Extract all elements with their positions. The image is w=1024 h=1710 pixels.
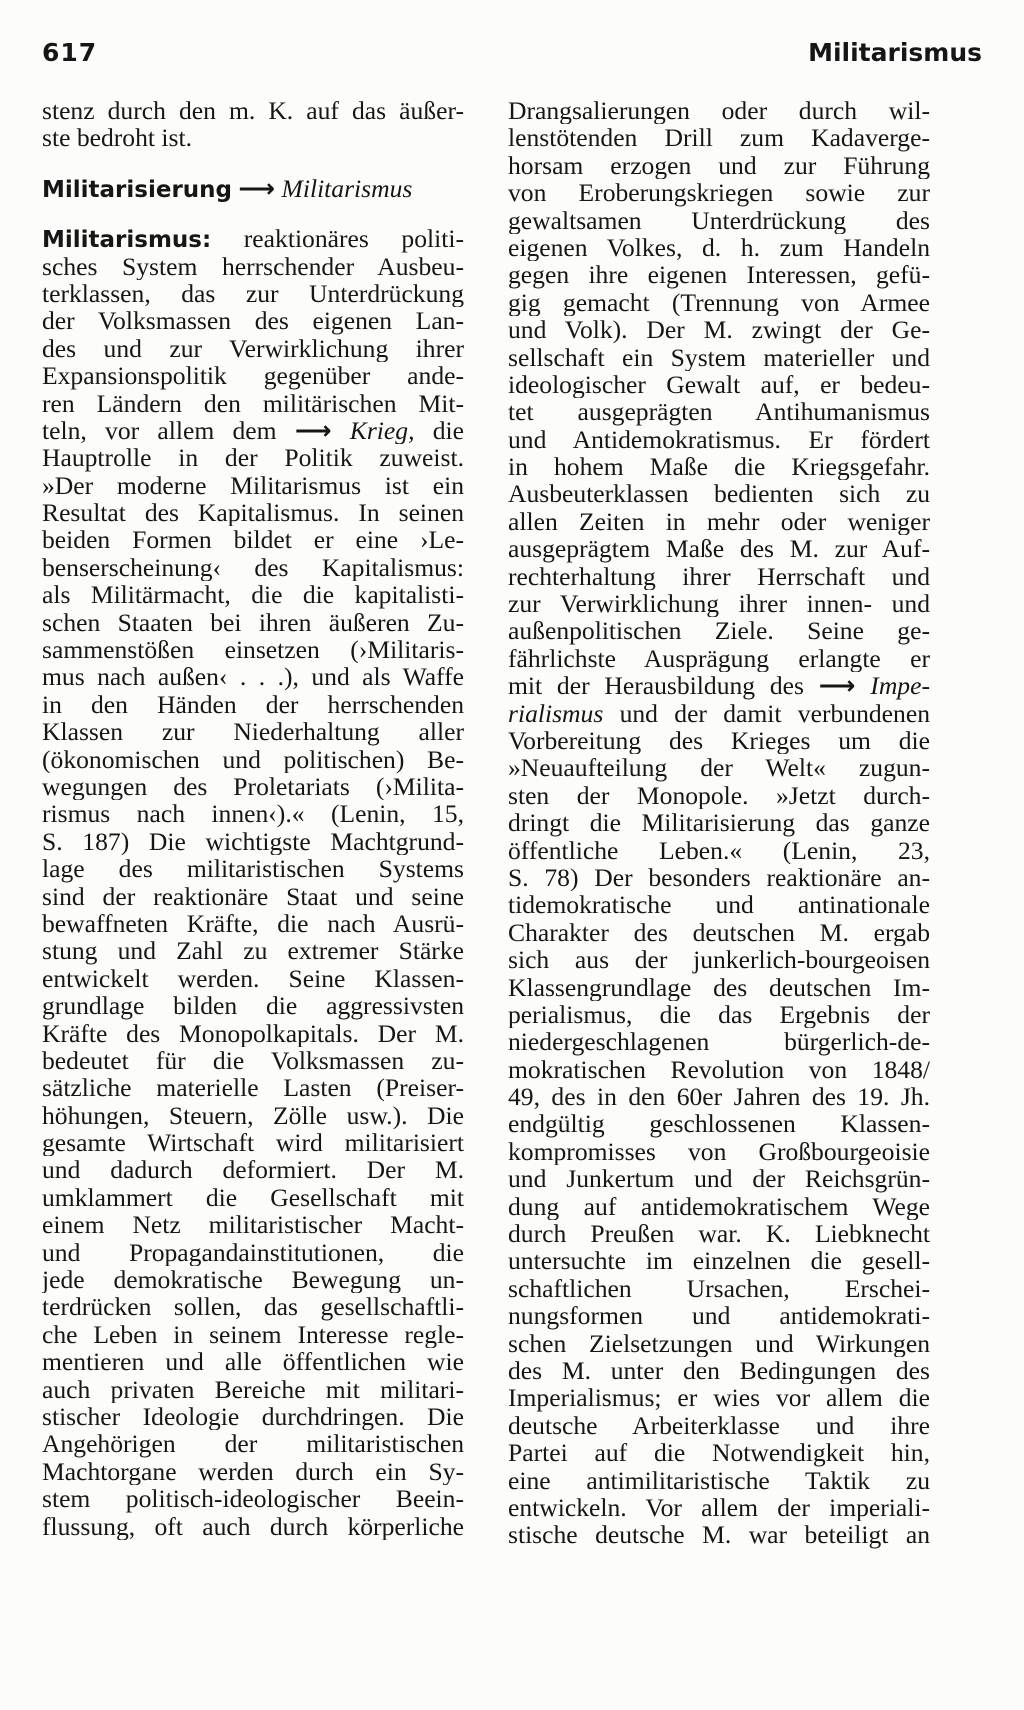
text-line: stischer Ideologie durchdringen. Die	[42, 1402, 464, 1431]
text-line: che Leben in seinem Interesse regle-	[42, 1320, 464, 1349]
cross-reference-link[interactable]: Militarismus	[281, 174, 413, 203]
text-line: fährlichste Ausprägung erlangte er	[508, 644, 930, 673]
text-line: ren Ländern den militärischen Mit-	[42, 389, 464, 417]
text-line: rechterhaltung ihrer Herrschaft und	[508, 562, 930, 591]
entry-lemma: Militarismus:	[42, 227, 212, 253]
text-line: durch Preußen war. K. Liebknecht	[508, 1220, 930, 1248]
text-line: dung auf antidemokratischem Wege	[508, 1192, 930, 1221]
text-line: von Eroberungskriegen sowie zur	[508, 179, 930, 207]
text-line: (ökonomischen und politischen) Be-	[42, 745, 464, 773]
text-line: tet ausgeprägten Antihumanismus	[508, 398, 930, 426]
text-line: Resultat des Kapitalismus. In seinen	[42, 499, 464, 527]
text-line: sellschaft ein System materieller und	[508, 343, 930, 371]
text-line: perialismus, die das Ergebnis der	[508, 1000, 930, 1029]
text-line: des und zur Verwirklichung ihrer	[42, 334, 464, 363]
text-line: kompromisses von Großbourgeoisie	[508, 1137, 930, 1166]
text-line: mentieren und alle öffentlichen wie	[42, 1348, 464, 1376]
text-line: und Antidemokratismus. Er fördert	[508, 425, 930, 454]
text-line: niedergeschlagenen bürgerlich-de-	[508, 1028, 930, 1056]
text-line: sches System herrschender Ausbeu-	[42, 252, 464, 280]
left-column	[42, 97, 464, 1540]
text-line: und Volk). Der M. zwingt der Ge-	[508, 316, 930, 344]
text-line: Klassengrundlage des deutschen Im-	[508, 973, 930, 1001]
text-line: untersuchte im einzelnen die gesell-	[508, 1247, 930, 1275]
cross-reference-link[interactable]: Krieg,	[349, 416, 415, 445]
cross-reference-arrow-icon: ⟶	[294, 416, 332, 445]
text-line: deutsche Arbeiterklasse und ihre	[508, 1411, 930, 1440]
text-line: mokratischen Revolution von 1848/	[508, 1055, 930, 1084]
text-line: öffentliche Leben.« (Lenin, 23,	[508, 836, 930, 864]
text-line: ideologischer Gewalt auf, er bedeu-	[508, 370, 930, 399]
text-line: stem politisch-ideologischer Beein-	[42, 1485, 464, 1513]
text-line-with-reference	[508, 700, 930, 727]
text-line: lenstötenden Drill zum Kadaverge-	[508, 124, 930, 152]
text-line: Charakter des deutschen M. ergab	[508, 918, 930, 947]
text-line: »Der moderne Militarismus ist ein	[42, 471, 464, 500]
text-line: sammenstößen einsetzen (›Militaris-	[42, 636, 464, 664]
text-line: eine antimilitaristische Taktik zu	[508, 1466, 930, 1494]
text-line: horsam erzogen und zur Führung	[508, 151, 930, 180]
text-line: jede demokratische Bewegung un-	[42, 1266, 464, 1294]
text-line: bewaffneten Kräfte, die nach Ausrü-	[42, 909, 464, 938]
text-line: stische deutsche M. war beteiligt an	[508, 1521, 930, 1549]
cross-reference-arrow-icon: ⟶	[238, 174, 276, 203]
text-line: beiden Formen bildet er eine ›Le-	[42, 526, 464, 554]
text-line: Klassen zur Niederhaltung aller	[42, 718, 464, 746]
page-number: 617	[42, 38, 98, 67]
text-line: Vorbereitung des Krieges um die	[508, 726, 930, 755]
text-line: und Junkertum und der Reichsgrün-	[508, 1165, 930, 1193]
text-line: wegungen des Proletariats (›Milita-	[42, 772, 464, 801]
text-line: gig gemacht (Trennung von Armee	[508, 288, 930, 317]
text-line: sind der reaktionäre Staat und seine	[42, 882, 464, 910]
text-line: der Volksmassen des eigenen Lan-	[42, 307, 464, 335]
text-line: sätzliche materielle Lasten (Preiser-	[42, 1074, 464, 1102]
text-line: allen Zeiten in mehr oder weniger	[508, 507, 930, 536]
text-line: und dadurch deformiert. Der M.	[42, 1156, 464, 1184]
text-line: ausgeprägtem Maße des M. zur Auf-	[508, 535, 930, 563]
page-header	[42, 38, 982, 74]
text-line: dringt die Militarisierung das ganze	[508, 809, 930, 837]
text-line: außenpolitischen Ziele. Seine ge-	[508, 617, 930, 645]
text-line: gesamte Wirtschaft wird militarisiert	[42, 1129, 464, 1157]
cross-reference-link[interactable]: Impe-	[870, 672, 930, 700]
text-fragment: mit der Herausbildung des	[508, 672, 819, 700]
text-line: tidemokratische und antinationale	[508, 891, 930, 919]
text-line: auch privaten Bereiche mit militari-	[42, 1375, 464, 1403]
text-line: eigenen Volkes, d. h. zum Handeln	[508, 233, 930, 262]
text-line: terdrücken sollen, das gesellschaftli-	[42, 1293, 464, 1321]
cross-reference-link[interactable]: rialismus	[508, 699, 604, 727]
text-line: Drangsalierungen oder durch wil-	[508, 97, 930, 125]
entry-militarisierung	[42, 175, 464, 202]
entry-lemma: Militarisierung	[42, 176, 233, 203]
text-line: einem Netz militaristischer Macht-	[42, 1211, 464, 1239]
text-line: in den Händen der herrschenden	[42, 690, 464, 719]
text-line: umklammert die Gesellschaft mit	[42, 1183, 464, 1212]
text-line: Machtorgane werden durch ein Sy-	[42, 1457, 464, 1486]
text-line: S. 187) Die wichtigste Machtgrund-	[42, 827, 464, 856]
text-line: als Militärmacht, die die kapitalisti-	[42, 581, 464, 609]
cross-reference-arrow-icon: ⟶	[818, 672, 856, 700]
text-line: Ausbeuterklassen bedienten sich zu	[508, 480, 930, 508]
text-line-with-reference	[508, 672, 930, 699]
text-line: mus nach außen‹ . . .), und als Waffe	[42, 663, 464, 691]
text-line: entwickelt werden. Seine Klassen-	[42, 964, 464, 993]
text-line: in hohem Maße die Kriegsgefahr.	[508, 453, 930, 481]
text-line: terklassen, das zur Unterdrückung	[42, 279, 464, 308]
text-line: stung und Zahl zu extremer Stärke	[42, 937, 464, 965]
text-line: nungsformen und antidemokrati-	[508, 1302, 930, 1330]
text-fragment: teln, vor allem dem	[42, 416, 295, 445]
text-line: Kräfte des Monopolkapitals. Der M.	[42, 1019, 464, 1047]
text-line: S. 78) Der besonders reaktionäre an-	[508, 863, 930, 892]
text-line: Expansionspolitik gegenüber ande-	[42, 362, 464, 390]
text-fragment: und der damit verbundenen	[603, 699, 930, 727]
text-line: schen Staaten bei ihren äußeren Zu-	[42, 608, 464, 637]
text-line: endgültig geschlossenen Klassen-	[508, 1110, 930, 1138]
text-line: Hauptrolle in der Politik zuweist.	[42, 444, 464, 472]
entry-militarismus-first-line	[42, 225, 464, 252]
text-fragment: die	[414, 416, 464, 445]
right-column	[508, 97, 930, 1549]
text-line: schen Zielsetzungen und Wirkungen	[508, 1329, 930, 1357]
text-line: gewaltsamen Unterdrückung des	[508, 206, 930, 234]
text-line: des M. unter den Bedingungen des	[508, 1356, 930, 1385]
running-head: Militarismus	[808, 38, 982, 67]
text-line: lage des militaristischen Systems	[42, 855, 464, 883]
text-line: entwickeln. Vor allem der imperiali-	[508, 1493, 930, 1522]
text-line: 49, des in den 60er Jahren des 19. Jh.	[508, 1083, 930, 1111]
text-line: sich aus der junkerlich-bourgeoisen	[508, 946, 930, 974]
text-line: zur Verwirklichung ihrer innen- und	[508, 590, 930, 618]
text-line: Angehörigen der militaristischen	[42, 1430, 464, 1458]
text-line: benserscheinung‹ des Kapitalismus:	[42, 553, 464, 582]
text-line: und Propagandainstitutionen, die	[42, 1238, 464, 1267]
text-line-with-reference	[42, 417, 464, 444]
text-line: ste bedroht ist.	[42, 124, 192, 152]
text-line: »Neuaufteilung der Welt« zugun-	[508, 754, 930, 782]
text-line: gegen ihre eigenen Interessen, gefü-	[508, 261, 930, 289]
text-line: schaftlichen Ursachen, Erschei-	[508, 1274, 930, 1303]
text-line: stenz durch den m. K. auf das äußer-	[42, 97, 464, 125]
text-line: sten der Monopole. »Jetzt durch-	[508, 781, 930, 810]
text-line: bedeutet für die Volksmassen zu-	[42, 1046, 464, 1075]
text-line: flussung, oft auch durch körperliche	[42, 1512, 464, 1540]
text-fragment: reaktionäres politi-	[211, 225, 464, 253]
text-line: rismus nach innen‹).« (Lenin, 15,	[42, 800, 464, 828]
text-line: Imperialismus; er wies vor allem die	[508, 1384, 930, 1412]
text-line: grundlage bilden die aggressivsten	[42, 992, 464, 1020]
text-line: Partei auf die Notwendigkeit hin,	[508, 1439, 930, 1467]
text-line: höhungen, Steuern, Zölle usw.). Die	[42, 1101, 464, 1130]
